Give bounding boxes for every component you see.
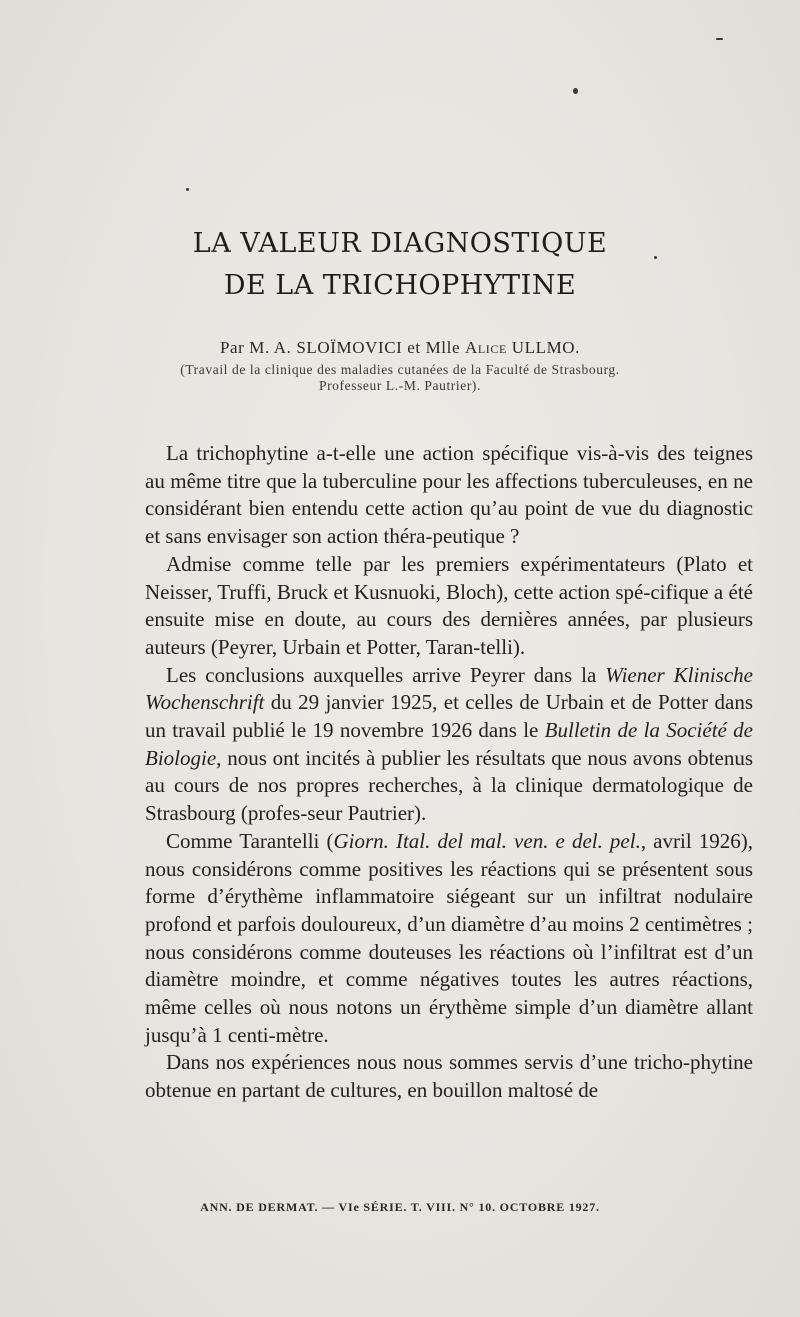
paragraph-1-text: La trichophytine a-t-elle une action spécifique vis-à-vis des teignes au même titre que la tuberculine pour les affections tuberculeuses, en ne considérant bien entendu cette action qu’au point de vue du diagnostic et sans envisager son action théra-peutique ? xyxy=(145,441,753,549)
paragraph-4 xyxy=(145,828,753,1050)
journal-title-giorn: Giorn. Ital. del mal. ven. e del. pel. xyxy=(333,828,641,853)
journal-title-wiener: Wiener Klinische Wochenschrift xyxy=(145,662,753,715)
ink-speck xyxy=(716,38,723,40)
paragraph-3-text-c: du 29 janvier 1925, et celles de Urbain et de Potter dans un travail publié le 19 novembre 1926 dans le xyxy=(145,690,753,743)
journal-title-bulletin: Bulletin de la Société de Biologie xyxy=(145,718,753,770)
page-footer: ANN. DE DERMAT. — VIe SÉRIE. T. VIII. N° 10. OCTOBRE 1927. xyxy=(200,1200,600,1214)
paragraph-5-text: Dans nos expériences nous nous sommes servis d’une tricho-phytine obtenue en partant de cultures, en bouillon maltosé de xyxy=(145,1050,753,1103)
article-title-line2: DE LA TRICHOPHYTINE xyxy=(223,270,577,301)
authors-line xyxy=(0,338,800,358)
paragraph-3-text-e: , nous ont incités à publier les résultats que nous avons obtenus au cours de nos propres recherches, à la clinique dermatologique de Strasbourg (profes-seur Pautrier). xyxy=(145,745,753,826)
paragraph-3 xyxy=(145,662,753,828)
paragraph-4-text-c: , avril 1926), nous considérons comme positives les réactions qui se présentent sous forme d’érythème inflammatoire siégeant sur un infiltrat nodulaire profond et parfois douloureux, d’un diamètre d’au moins 2 centimètres ; nous considérons comme douteuses les réactions où l’infiltrat est d’un diamètre moindre, et comme négatives toutes les autres réactions, même celles où nous notons un érythème simple d’un diamètre allant jusqu’à 1 centi-mètre. xyxy=(145,828,753,1047)
paragraph-3-text-a: Les conclusions auxquelles arrive Peyrer dans la xyxy=(166,662,606,687)
author2-last-name: ULLMO. xyxy=(506,338,581,357)
author2-first-name: Alice xyxy=(464,338,507,357)
article-body xyxy=(145,440,753,1105)
ink-speck xyxy=(573,88,578,94)
paragraph-1 xyxy=(145,440,753,551)
affiliation-line2: Professeur L.-M. Pautrier). xyxy=(318,378,482,393)
paragraph-4-text-a: Comme Tarantelli ( xyxy=(166,828,334,853)
ink-speck xyxy=(186,188,189,191)
paragraph-5 xyxy=(145,1049,753,1104)
affiliation-line1: (Travail de la clinique des maladies cutanées de la Faculté de Strasbourg. xyxy=(180,362,620,377)
authors-prefix: Par M. A. SLOÏMOVICI et Mlle xyxy=(219,338,465,357)
article-title-line1: LA VALEUR DIAGNOSTIQUE xyxy=(192,228,608,259)
paragraph-2-text: Admise comme telle par les premiers expérimentateurs (Plato et Neisser, Truffi, Bruck et Kusnuoki, Bloch), cette action spé-cifique a été ensuite mise en doute, au cours des dernières années, par plusieurs auteurs (Peyrer, Urbain et Potter, Taran-telli). xyxy=(145,551,753,659)
paragraph-2 xyxy=(145,551,753,662)
